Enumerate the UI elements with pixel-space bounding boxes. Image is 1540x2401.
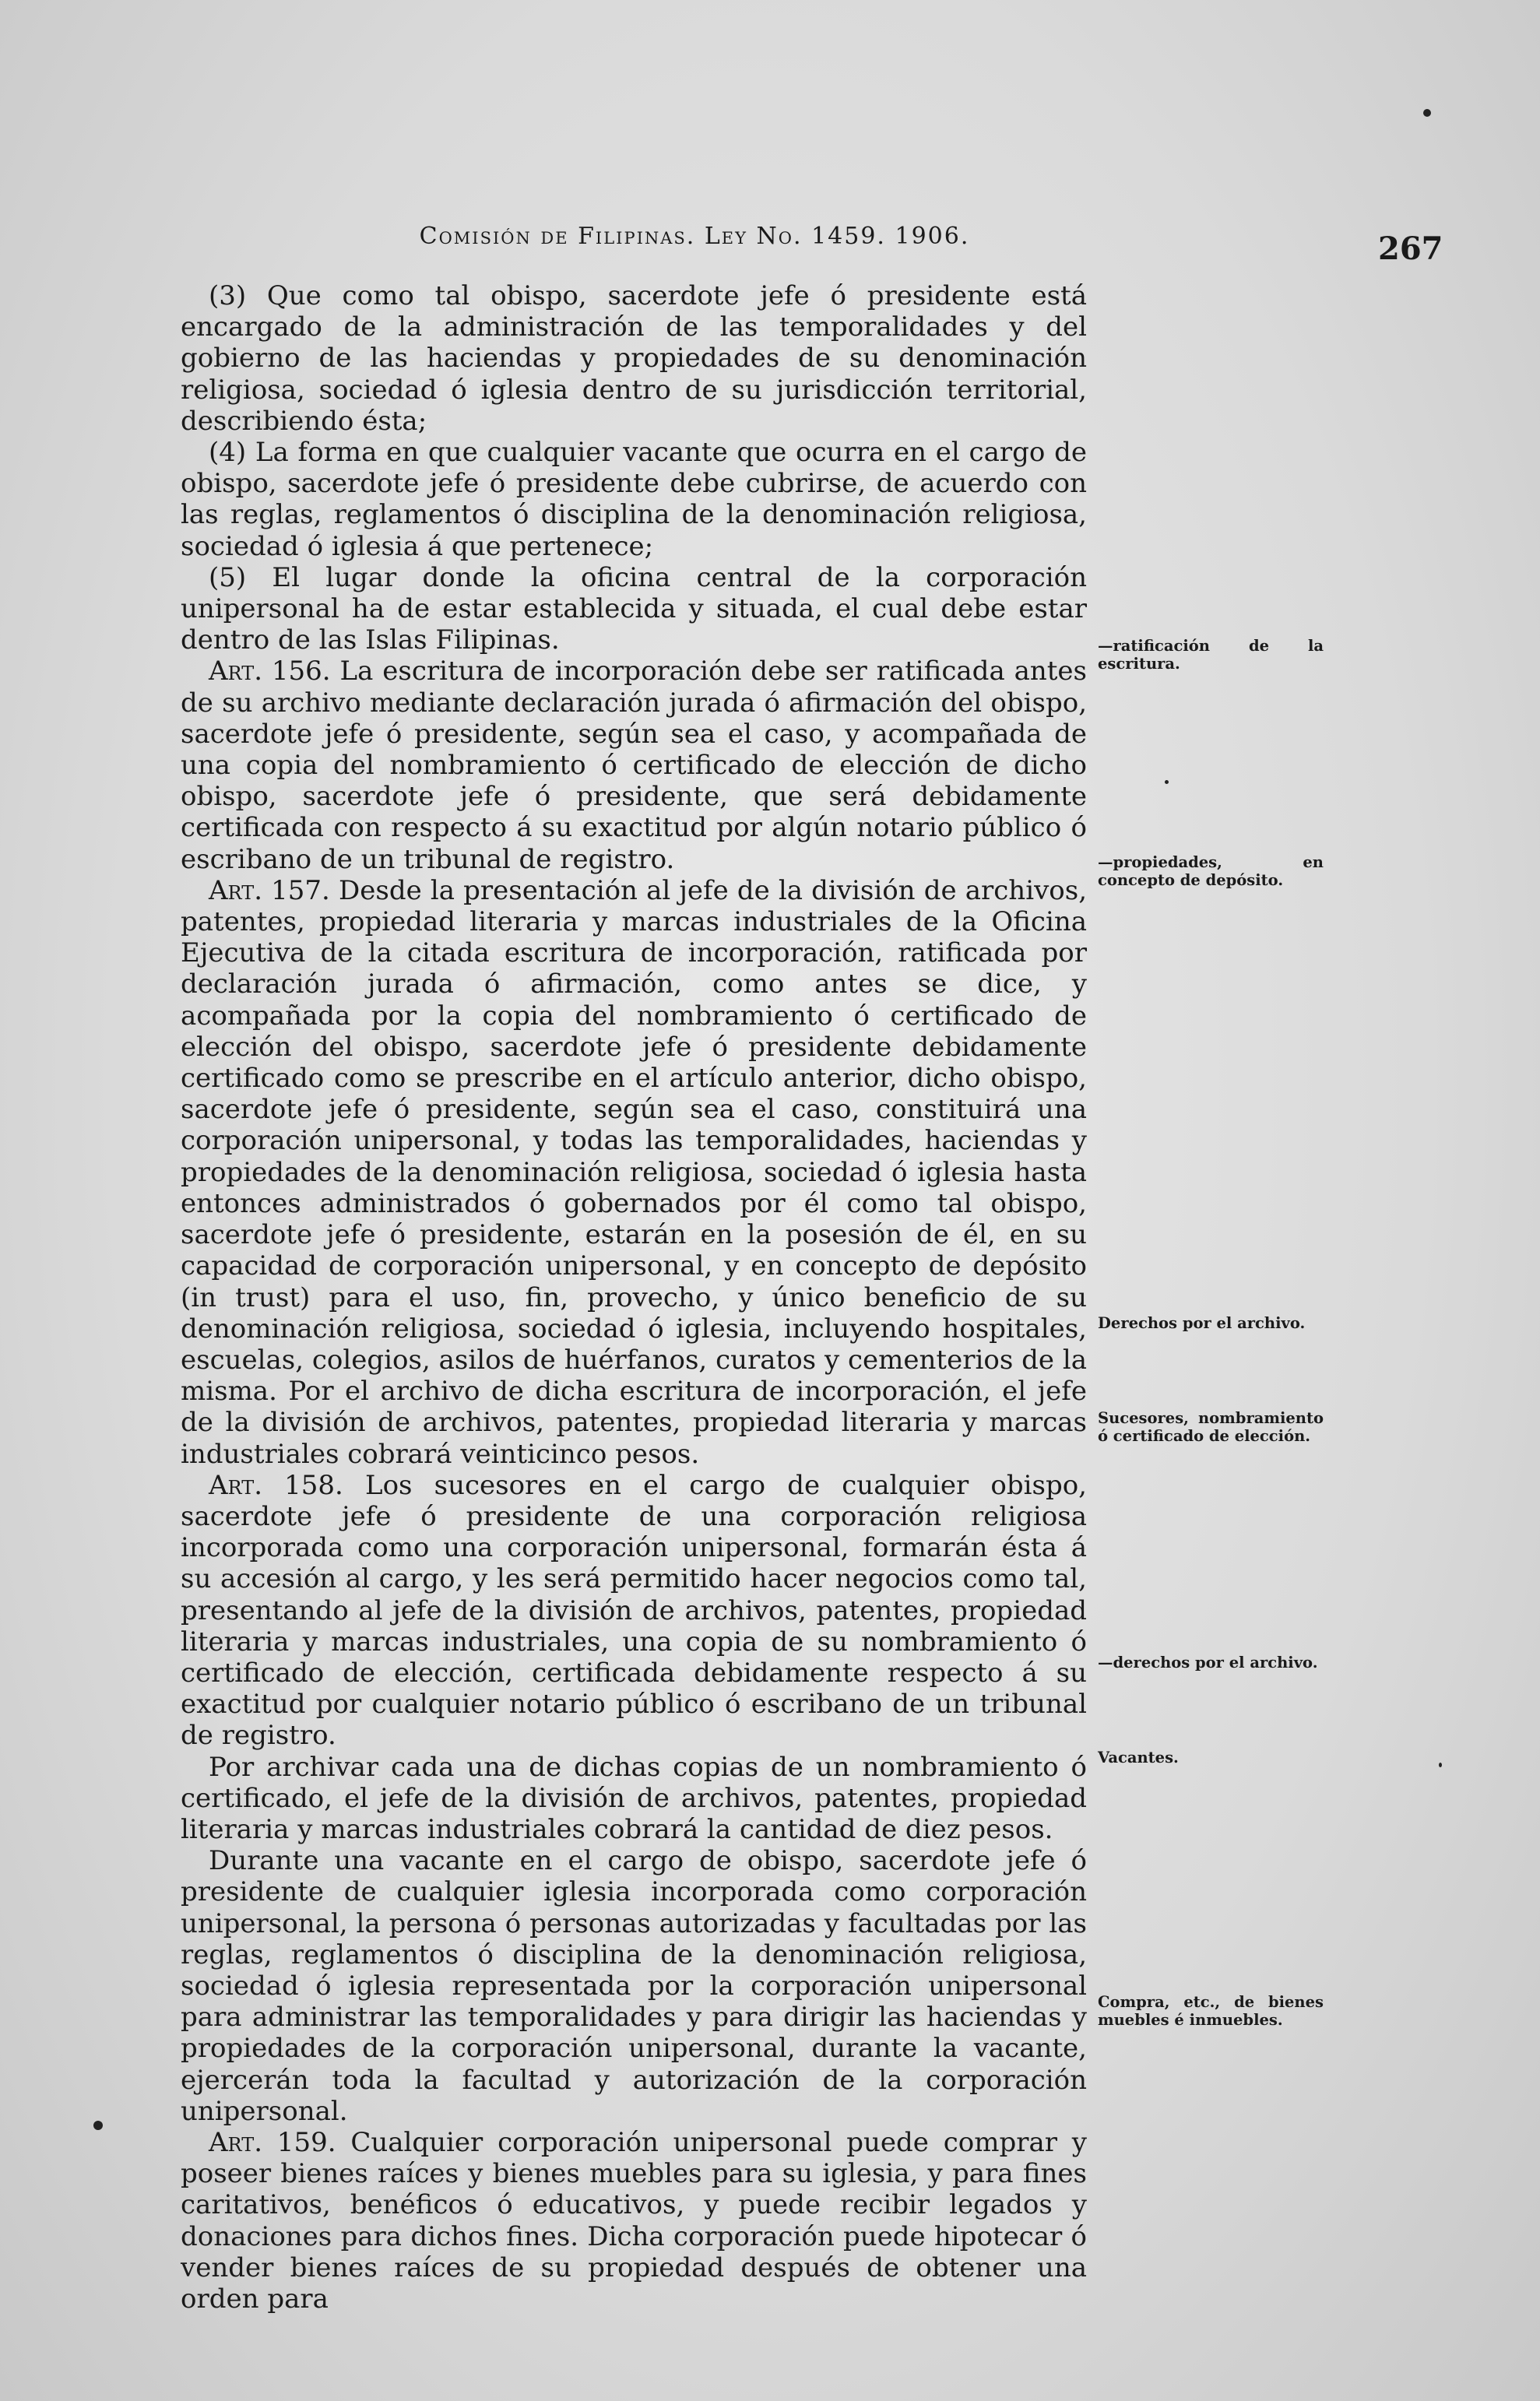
paragraph-text: (5) El lugar donde la oficina central de la corporación unipersonal ha de estar establecida y situada, el cual debe estar dentro de las Islas Filipinas.	[181, 561, 1087, 656]
paragraph-text: La escritura de incorporación debe ser ratificada antes de su archivo mediante declaración jurada ó afirmación del obispo, sacerdote jefe ó presidente, según sea el caso, y acompañada de una copia del nombramiento ó certificado de elección de dicho obispo, sacerdote jefe ó presidente, que será debidamente certificada con respecto á su exactitud por algún notario público ó escribano de un tribunal de registro.	[181, 656, 1088, 875]
article-number: Art. 157.	[209, 874, 330, 906]
article-number: Art. 159.	[209, 2126, 336, 2158]
article-number: Art. 156.	[209, 656, 331, 687]
running-head: Comisión de Filipinas. Ley No. 1459. 1906.	[419, 223, 970, 250]
body-text	[181, 280, 1087, 2315]
margin-note-sucesores: Sucesores, nombramiento ó certificado de elección.	[1098, 1409, 1324, 1445]
margin-note-derechos: Derechos por el archivo.	[1098, 1314, 1306, 1332]
paragraph-clause-5	[181, 562, 1087, 656]
article-number: Art. 158.	[209, 1469, 343, 1501]
paragraph-art-159	[181, 2127, 1087, 2315]
paragraph-clause-3	[181, 280, 1087, 437]
paragraph-text: (3) Que como tal obispo, sacerdote jefe ó presidente está encargado de la administración de las temporalidades y del gobierno de las haciendas y propiedades de su denominación religiosa, sociedad ó iglesia dentro de su jurisdicción territorial, describiendo ésta;	[181, 280, 1087, 437]
paragraph-fee	[181, 1752, 1087, 1846]
paragraph-text: Los sucesores en el cargo de cualquier obispo, sacerdote jefe ó presidente de una corporación religiosa incorporada como una corporación unipersonal, formarán ésta á su accesión al cargo, y les será permitido hacer negocios como tal, presentando al jefe de la división de archivos, patentes, propiedad literaria y marcas industriales, una copia de su nombramiento ó certificado de elección, certificada debidamente respecto á su exactitud por cualquier notario público ó escribano de un tribunal de registro.	[181, 1469, 1087, 1752]
page-number: 267	[1378, 230, 1443, 267]
paragraph-text: Desde la presentación al jefe de la división de archivos, patentes, propiedad literaria y marcas industriales de la Oficina Ejecutiva de la citada escritura de incorporación, ratificada por declaración jurada ó afirmación, como antes se dice, y acompañada por la copia del nombramiento ó certificado de elección del obispo, sacerdote jefe ó presidente debidamente certificado como se prescribe en el artículo anterior, dicho obispo, sacerdote jefe ó presidente, según sea el caso, constituirá una corporación unipersonal, y todas las temporalidades, haciendas y propiedades de la denominación religiosa, sociedad ó iglesia hasta entonces administrados ó gobernados por él como tal obispo, sacerdote jefe ó presidente, estarán en la posesión de él, en su capacidad de corporación unipersonal, y en concepto de depósito (in trust) para el uso, fin, provecho, y único beneficio de su denominación religiosa, sociedad ó iglesia, incluyendo hospitales, escuelas, colegios, asilos de huérfanos, curatos y cementerios de la misma. Por el archivo de dicha escritura de incorporación, el jefe de la división de archivos, patentes, propiedad literaria y marcas industriales cobrará veinticinco pesos.	[181, 874, 1087, 1470]
paragraph-text: Durante una vacante en el cargo de obispo, sacerdote jefe ó presidente de cualquier iglesia incorporada como corporación unipersonal, la persona ó personas autorizadas y facultadas por las reglas, reglamentos ó disciplina de la denominación religiosa, sociedad ó iglesia representada por la corporación unipersonal para administrar las temporalidades y para dirigir las haciendas y propiedades de la corporación unipersonal, durante la vacante, ejercerán toda la facultad y autorización de la corporación unipersonal.	[181, 1845, 1087, 2127]
margin-note-propiedades: —propiedades, en concepto de depósito.	[1098, 853, 1324, 889]
margin-note-ratificacion: —ratificación de la escritura.	[1098, 637, 1324, 673]
ink-speck	[1165, 780, 1169, 784]
margin-note-derechos-archivo: —derechos por el archivo.	[1098, 1654, 1318, 1672]
ink-speck	[1423, 109, 1431, 117]
margin-note-vacantes: Vacantes.	[1098, 1749, 1179, 1766]
ink-speck	[1439, 1763, 1442, 1767]
paragraph-text: (4) La forma en que cualquier vacante que ocurra en el cargo de obispo, sacerdote jefe ó presidente debe cubrirse, de acuerdo con las reglas, reglamentos ó disciplina de la denominación religiosa, sociedad ó iglesia á que pertenece;	[181, 437, 1087, 562]
ink-speck	[93, 2121, 103, 2130]
paragraph-clause-4	[181, 437, 1087, 562]
paragraph-text: Cualquier corporación unipersonal puede comprar y poseer bienes raíces y bienes muebles para su iglesia, y para fines caritativos, benéficos ó educativos, y puede recibir legados y donaciones para dichos fines. Dicha corporación puede hipotecar ó vender bienes raíces de su propiedad después de obtener una orden para	[181, 2126, 1087, 2315]
paragraph-vacancy	[181, 1845, 1087, 2127]
paragraph-art-158	[181, 1470, 1087, 1752]
paragraph-text: Por archivar cada una de dichas copias de un nombramiento ó certificado, el jefe de la división de archivos, patentes, propiedad literaria y marcas industriales cobrará la cantidad de diez pesos.	[181, 1751, 1087, 1845]
paragraph-art-156	[181, 656, 1087, 874]
paragraph-art-157	[181, 875, 1087, 1470]
margin-note-compra: Compra, etc., de bienes muebles é inmuebles.	[1098, 1993, 1324, 2029]
